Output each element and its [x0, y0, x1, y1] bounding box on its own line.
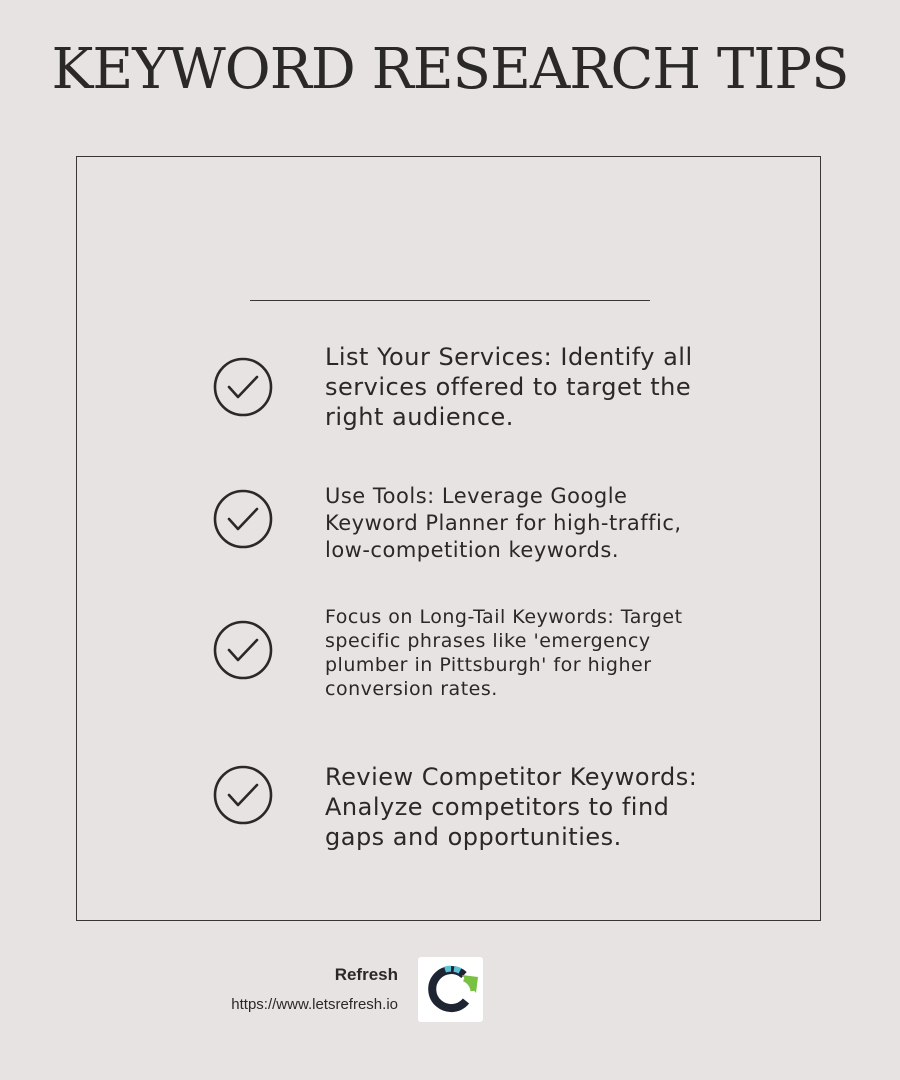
tip-text: Use Tools: Leverage Google Keyword Planner for high-traffic, low-competition keywords. [325, 484, 682, 562]
tip-text: List Your Services: Identify all services offered to target the right audience. [325, 343, 693, 431]
divider-line [250, 300, 650, 301]
check-circle-icon [213, 620, 273, 680]
tip-text: Focus on Long-Tail Keywords: Target specific phrases like 'emergency plumber in Pittsburgh' for higher conversion rates. [325, 606, 683, 700]
page-title: KEYWORD RESEARCH TIPS [51, 37, 849, 102]
refresh-logo-icon [418, 957, 483, 1022]
brand-url[interactable]: https://www.letsrefresh.io [231, 996, 398, 1013]
check-circle-icon [213, 357, 273, 417]
check-circle-icon [213, 765, 273, 825]
tip-text: Review Competitor Keywords: Analyze competitors to find gaps and opportunities. [325, 763, 698, 851]
brand-name: Refresh [334, 965, 398, 984]
check-circle-icon [213, 489, 273, 549]
